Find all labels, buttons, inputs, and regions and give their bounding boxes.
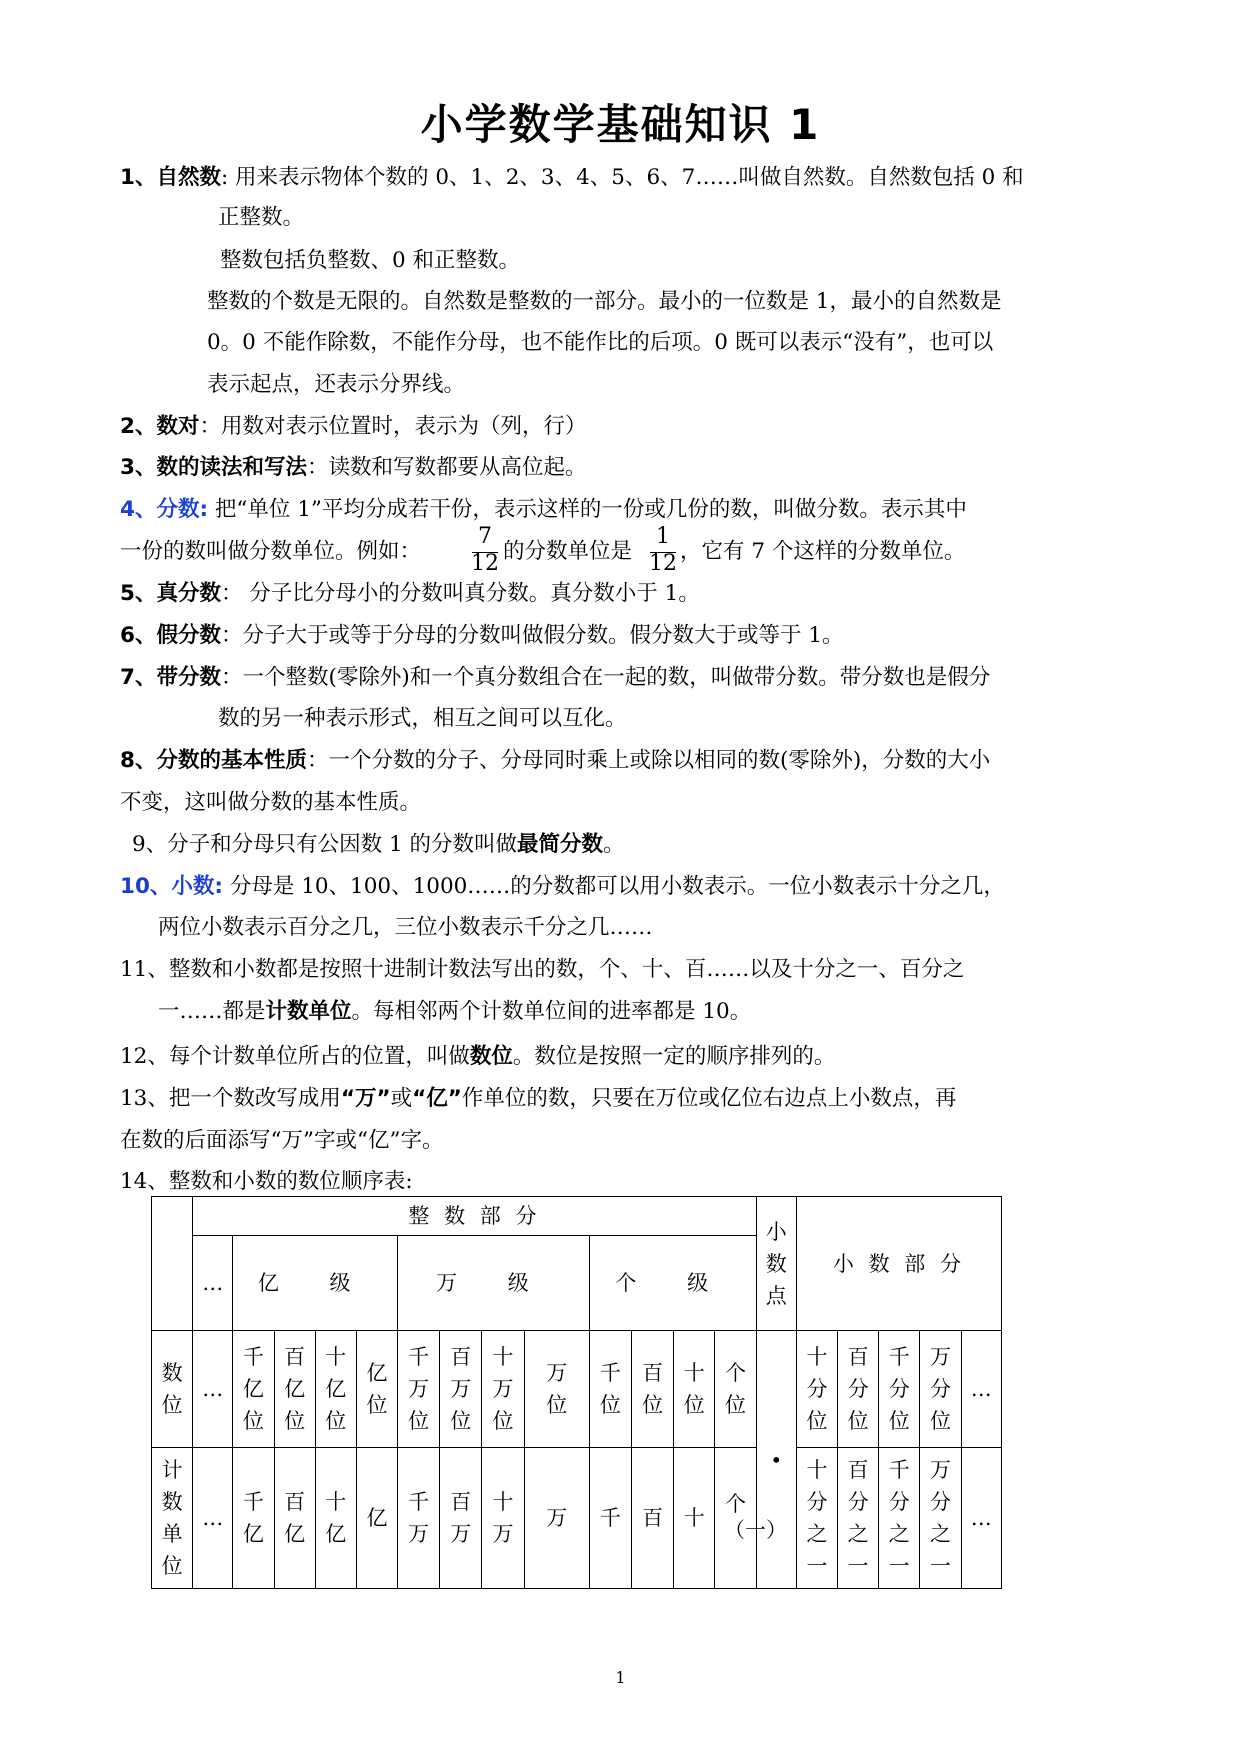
item-10-continued: 两位小数表示百分之几，三位小数表示千分之几…… bbox=[158, 915, 653, 940]
decimal-point-header bbox=[756, 1197, 796, 1331]
fraction-2-denominator: 12 bbox=[649, 551, 677, 576]
unit-cell bbox=[233, 1448, 274, 1589]
place-text: 十万位 bbox=[492, 1345, 514, 1433]
item-8-text: ：一个分数的分子、分母同时乘上或除以相同的数(零除外)，分数的大小 bbox=[306, 748, 991, 773]
item-3 bbox=[120, 454, 586, 482]
item-9 bbox=[132, 831, 625, 859]
item-11: 11、整数和小数都是按照十进制计数法写出的数，个、十、百……以及十分之一、百分之 bbox=[120, 957, 965, 982]
item-1-text: : 用来表示物体个数的 0、1、2、3、4、5、6、7……叫做自然数。自然数包括 0 和 bbox=[220, 165, 1024, 190]
unit-text: 百亿 bbox=[284, 1490, 306, 1546]
item-2 bbox=[120, 413, 586, 441]
item-11-term: 计数单位 bbox=[265, 999, 352, 1024]
unit-cell bbox=[356, 1448, 397, 1589]
item-13 bbox=[120, 1085, 956, 1113]
item-5-text: ： 分子比分母小的分数叫真分数。真分数小于 1。 bbox=[220, 581, 700, 606]
place-cell bbox=[356, 1331, 397, 1448]
unit-cell bbox=[315, 1448, 356, 1589]
unit-cell bbox=[440, 1448, 482, 1589]
row-label-digit-place bbox=[152, 1331, 193, 1448]
item-1-paragraph-b: 0。0 不能作除数，不能作分母，也不能作比的后项。0 既可以表示“没有”，也可以 bbox=[207, 330, 994, 355]
place-cell bbox=[524, 1331, 589, 1448]
item-8 bbox=[120, 747, 990, 775]
place-text: 亿位 bbox=[366, 1361, 388, 1417]
decimal-place-text: 万分位 bbox=[929, 1345, 951, 1433]
item-4-heading: 4、分数: bbox=[120, 497, 209, 522]
unit-text: 十亿 bbox=[325, 1490, 347, 1546]
place-cell bbox=[482, 1331, 524, 1448]
place-text: 百位 bbox=[642, 1361, 664, 1417]
ge-level bbox=[589, 1236, 756, 1331]
fraction-2-numerator: 1 bbox=[656, 524, 670, 549]
item-13-text-c: 作单位的数，只要在万位或亿位右边点上小数点，再 bbox=[461, 1086, 957, 1111]
place-text: 百万位 bbox=[450, 1345, 472, 1433]
item-3-text: ：读数和写数都要从高位起。 bbox=[306, 455, 587, 480]
decimal-point-cell: • bbox=[756, 1331, 796, 1589]
item-4-line-2-c: ，它有 7 个这样的分数单位。 bbox=[680, 539, 966, 564]
place-text: 个位 bbox=[725, 1361, 747, 1417]
unit-text: 百万 bbox=[450, 1490, 472, 1546]
item-1-integers: 整数包括负整数、0 和正整数。 bbox=[220, 248, 521, 273]
decimal-unit-cell bbox=[796, 1448, 837, 1589]
place-text: 千位 bbox=[599, 1361, 621, 1417]
item-13-quote-yi: “亿” bbox=[412, 1086, 462, 1111]
place-cell bbox=[233, 1331, 274, 1448]
unit-text: 亿 bbox=[366, 1506, 388, 1530]
item-7 bbox=[120, 664, 990, 692]
unit-text: 千万 bbox=[408, 1490, 430, 1546]
decimal-unit-text: 千分之一 bbox=[888, 1458, 910, 1578]
place-cell bbox=[632, 1331, 674, 1448]
decimal-place-cell bbox=[796, 1331, 837, 1448]
place-text: 十位 bbox=[683, 1361, 705, 1417]
item-8-continued: 不变，这叫做分数的基本性质。 bbox=[120, 790, 422, 815]
ge-level-text: 个 级 bbox=[615, 1271, 731, 1295]
place-cell bbox=[674, 1331, 715, 1448]
decimal-place-text: 十分位 bbox=[806, 1345, 828, 1433]
place-cell bbox=[589, 1331, 631, 1448]
row-label-counting-unit-text: 计数单位 bbox=[161, 1458, 183, 1578]
place-cell bbox=[274, 1331, 315, 1448]
item-2-text: ：用数对表示位置时，表示为（列，行） bbox=[199, 414, 587, 439]
item-1-continued: 正整数。 bbox=[218, 205, 305, 230]
decimal-part-header: 小 数 部 分 bbox=[796, 1197, 1001, 1331]
item-1-paragraph-c: 表示起点，还表示分界线。 bbox=[207, 372, 466, 397]
decimal-place-text: 千分位 bbox=[888, 1345, 910, 1433]
unit-text: 十万 bbox=[492, 1490, 514, 1546]
unit-text: 千 bbox=[599, 1506, 621, 1530]
place-text: 千亿位 bbox=[242, 1345, 264, 1433]
item-3-heading: 3、数的读法和写法 bbox=[120, 455, 307, 480]
level-ellipsis: … bbox=[193, 1236, 233, 1331]
unit-text: 百 bbox=[642, 1506, 664, 1530]
item-6 bbox=[120, 622, 844, 650]
item-11-continued bbox=[158, 998, 751, 1026]
item-2-heading: 2、数对 bbox=[120, 414, 200, 439]
page-number: 1 bbox=[615, 1668, 626, 1687]
unit-text: 万 bbox=[546, 1506, 568, 1530]
unit-cell bbox=[398, 1448, 440, 1589]
item-5-heading: 5、真分数 bbox=[120, 581, 221, 606]
unit-cell bbox=[482, 1448, 524, 1589]
unit-text: 个（一） bbox=[723, 1492, 787, 1542]
item-12-term: 数位 bbox=[469, 1044, 513, 1069]
item-14: 14、整数和小数的数位顺序表: bbox=[120, 1169, 413, 1194]
row-label-digit-place-text: 数位 bbox=[161, 1361, 183, 1417]
page-title: 小学数学基础知识 1 bbox=[420, 100, 821, 149]
unit-cell bbox=[674, 1448, 715, 1589]
item-12-text-a: 12、每个计数单位所占的位置，叫做 bbox=[120, 1044, 470, 1069]
place-text: 千万位 bbox=[408, 1345, 430, 1433]
decimal-point-header-text: 小数点 bbox=[765, 1219, 787, 1308]
decimal-place-text: 百分位 bbox=[847, 1345, 869, 1433]
fraction-one-twelfth bbox=[648, 524, 678, 576]
item-13-text-a: 13、把一个数改写成用 bbox=[120, 1086, 341, 1111]
place-cell bbox=[715, 1331, 756, 1448]
item-13-text-b: 或 bbox=[390, 1086, 413, 1111]
fraction-1-numerator: 7 bbox=[478, 524, 492, 549]
unit-ellipsis-right: … bbox=[961, 1448, 1001, 1589]
item-4-text: 把“单位 1”平均分成若干份，表示这样的一份或几份的数，叫做分数。表示其中 bbox=[208, 497, 967, 522]
unit-cell bbox=[589, 1448, 631, 1589]
item-9-end: 。 bbox=[603, 832, 625, 857]
decimal-place-cell bbox=[838, 1331, 879, 1448]
yi-level bbox=[233, 1236, 398, 1331]
unit-ellipsis-left: … bbox=[193, 1448, 233, 1589]
fraction-1-denominator: 12 bbox=[471, 551, 499, 576]
item-4-line-2-b: 的分数单位是 bbox=[503, 539, 633, 564]
item-7-heading: 7、带分数 bbox=[120, 665, 221, 690]
item-4-line-2-a: 一份的数叫做分数单位。例如： bbox=[120, 539, 422, 564]
decimal-unit-cell bbox=[879, 1448, 920, 1589]
place-text: 十亿位 bbox=[325, 1345, 347, 1433]
digit-place-table bbox=[151, 1196, 1002, 1589]
unit-cell bbox=[524, 1448, 589, 1589]
item-1 bbox=[120, 164, 1024, 192]
item-10-heading: 10、小数: bbox=[120, 874, 224, 899]
item-10-text: 分母是 10、100、1000……的分数都可以用小数表示。一位小数表示十分之几， bbox=[223, 874, 1005, 899]
place-text: 万位 bbox=[546, 1361, 568, 1417]
decimal-place-cell bbox=[879, 1331, 920, 1448]
row-label-counting-unit bbox=[152, 1448, 193, 1589]
integer-part-header: 整 数 部 分 bbox=[193, 1197, 757, 1236]
unit-text: 千亿 bbox=[242, 1490, 264, 1546]
item-7-continued: 数的另一种表示形式，相互之间可以互化。 bbox=[218, 706, 627, 731]
item-9-text: 9、分子和分母只有公因数 1 的分数叫做 bbox=[132, 832, 518, 857]
decimal-place-cell bbox=[920, 1331, 961, 1448]
item-7-text: ：一个整数(零除外)和一个真分数组合在一起的数，叫做带分数。带分数也是假分 bbox=[220, 665, 991, 690]
item-6-heading: 6、假分数 bbox=[120, 623, 221, 648]
item-11-text-b: 。每相邻两个计数单位间的进率都是 10。 bbox=[351, 999, 752, 1024]
decimal-unit-text: 万分之一 bbox=[929, 1458, 951, 1578]
item-5 bbox=[120, 580, 700, 608]
item-13-quote-wan: “万” bbox=[340, 1086, 391, 1111]
item-4 bbox=[120, 496, 967, 524]
decimal-unit-cell bbox=[838, 1448, 879, 1589]
decimal-unit-text: 十分之一 bbox=[806, 1458, 828, 1578]
place-cell bbox=[398, 1331, 440, 1448]
decimal-unit-text: 百分之一 bbox=[847, 1458, 869, 1578]
item-6-text: ：分子大于或等于分母的分数叫做假分数。假分数大于或等于 1。 bbox=[220, 623, 844, 648]
wan-level bbox=[398, 1236, 590, 1331]
unit-text: 十 bbox=[683, 1506, 705, 1530]
yi-level-text: 亿 级 bbox=[257, 1271, 373, 1295]
fraction-seven-twelfths bbox=[470, 524, 500, 576]
item-8-heading: 8、分数的基本性质 bbox=[120, 748, 307, 773]
place-text: 百亿位 bbox=[284, 1345, 306, 1433]
place-cell bbox=[315, 1331, 356, 1448]
place-cell bbox=[440, 1331, 482, 1448]
table-corner-cell bbox=[152, 1197, 193, 1331]
decimal-unit-cell bbox=[920, 1448, 961, 1589]
item-12-text-b: 。数位是按照一定的顺序排列的。 bbox=[512, 1044, 836, 1069]
item-1-paragraph-a: 整数的个数是无限的。自然数是整数的一部分。最小的一位数是 1，最小的自然数是 bbox=[207, 289, 1002, 314]
item-12 bbox=[120, 1043, 835, 1071]
place-ellipsis-left: … bbox=[193, 1331, 233, 1448]
unit-cell bbox=[274, 1448, 315, 1589]
unit-cell bbox=[632, 1448, 674, 1589]
unit-cell bbox=[715, 1448, 787, 1589]
item-1-heading: 1、自然数 bbox=[120, 165, 221, 190]
wan-level-text: 万 级 bbox=[436, 1271, 551, 1295]
item-11-text-a: 一……都是 bbox=[158, 999, 266, 1024]
item-9-term: 最简分数 bbox=[517, 832, 604, 857]
item-10 bbox=[120, 873, 1005, 901]
place-ellipsis-right: … bbox=[961, 1331, 1001, 1448]
item-13-continued: 在数的后面添写“万”字或“亿”字。 bbox=[120, 1128, 444, 1153]
